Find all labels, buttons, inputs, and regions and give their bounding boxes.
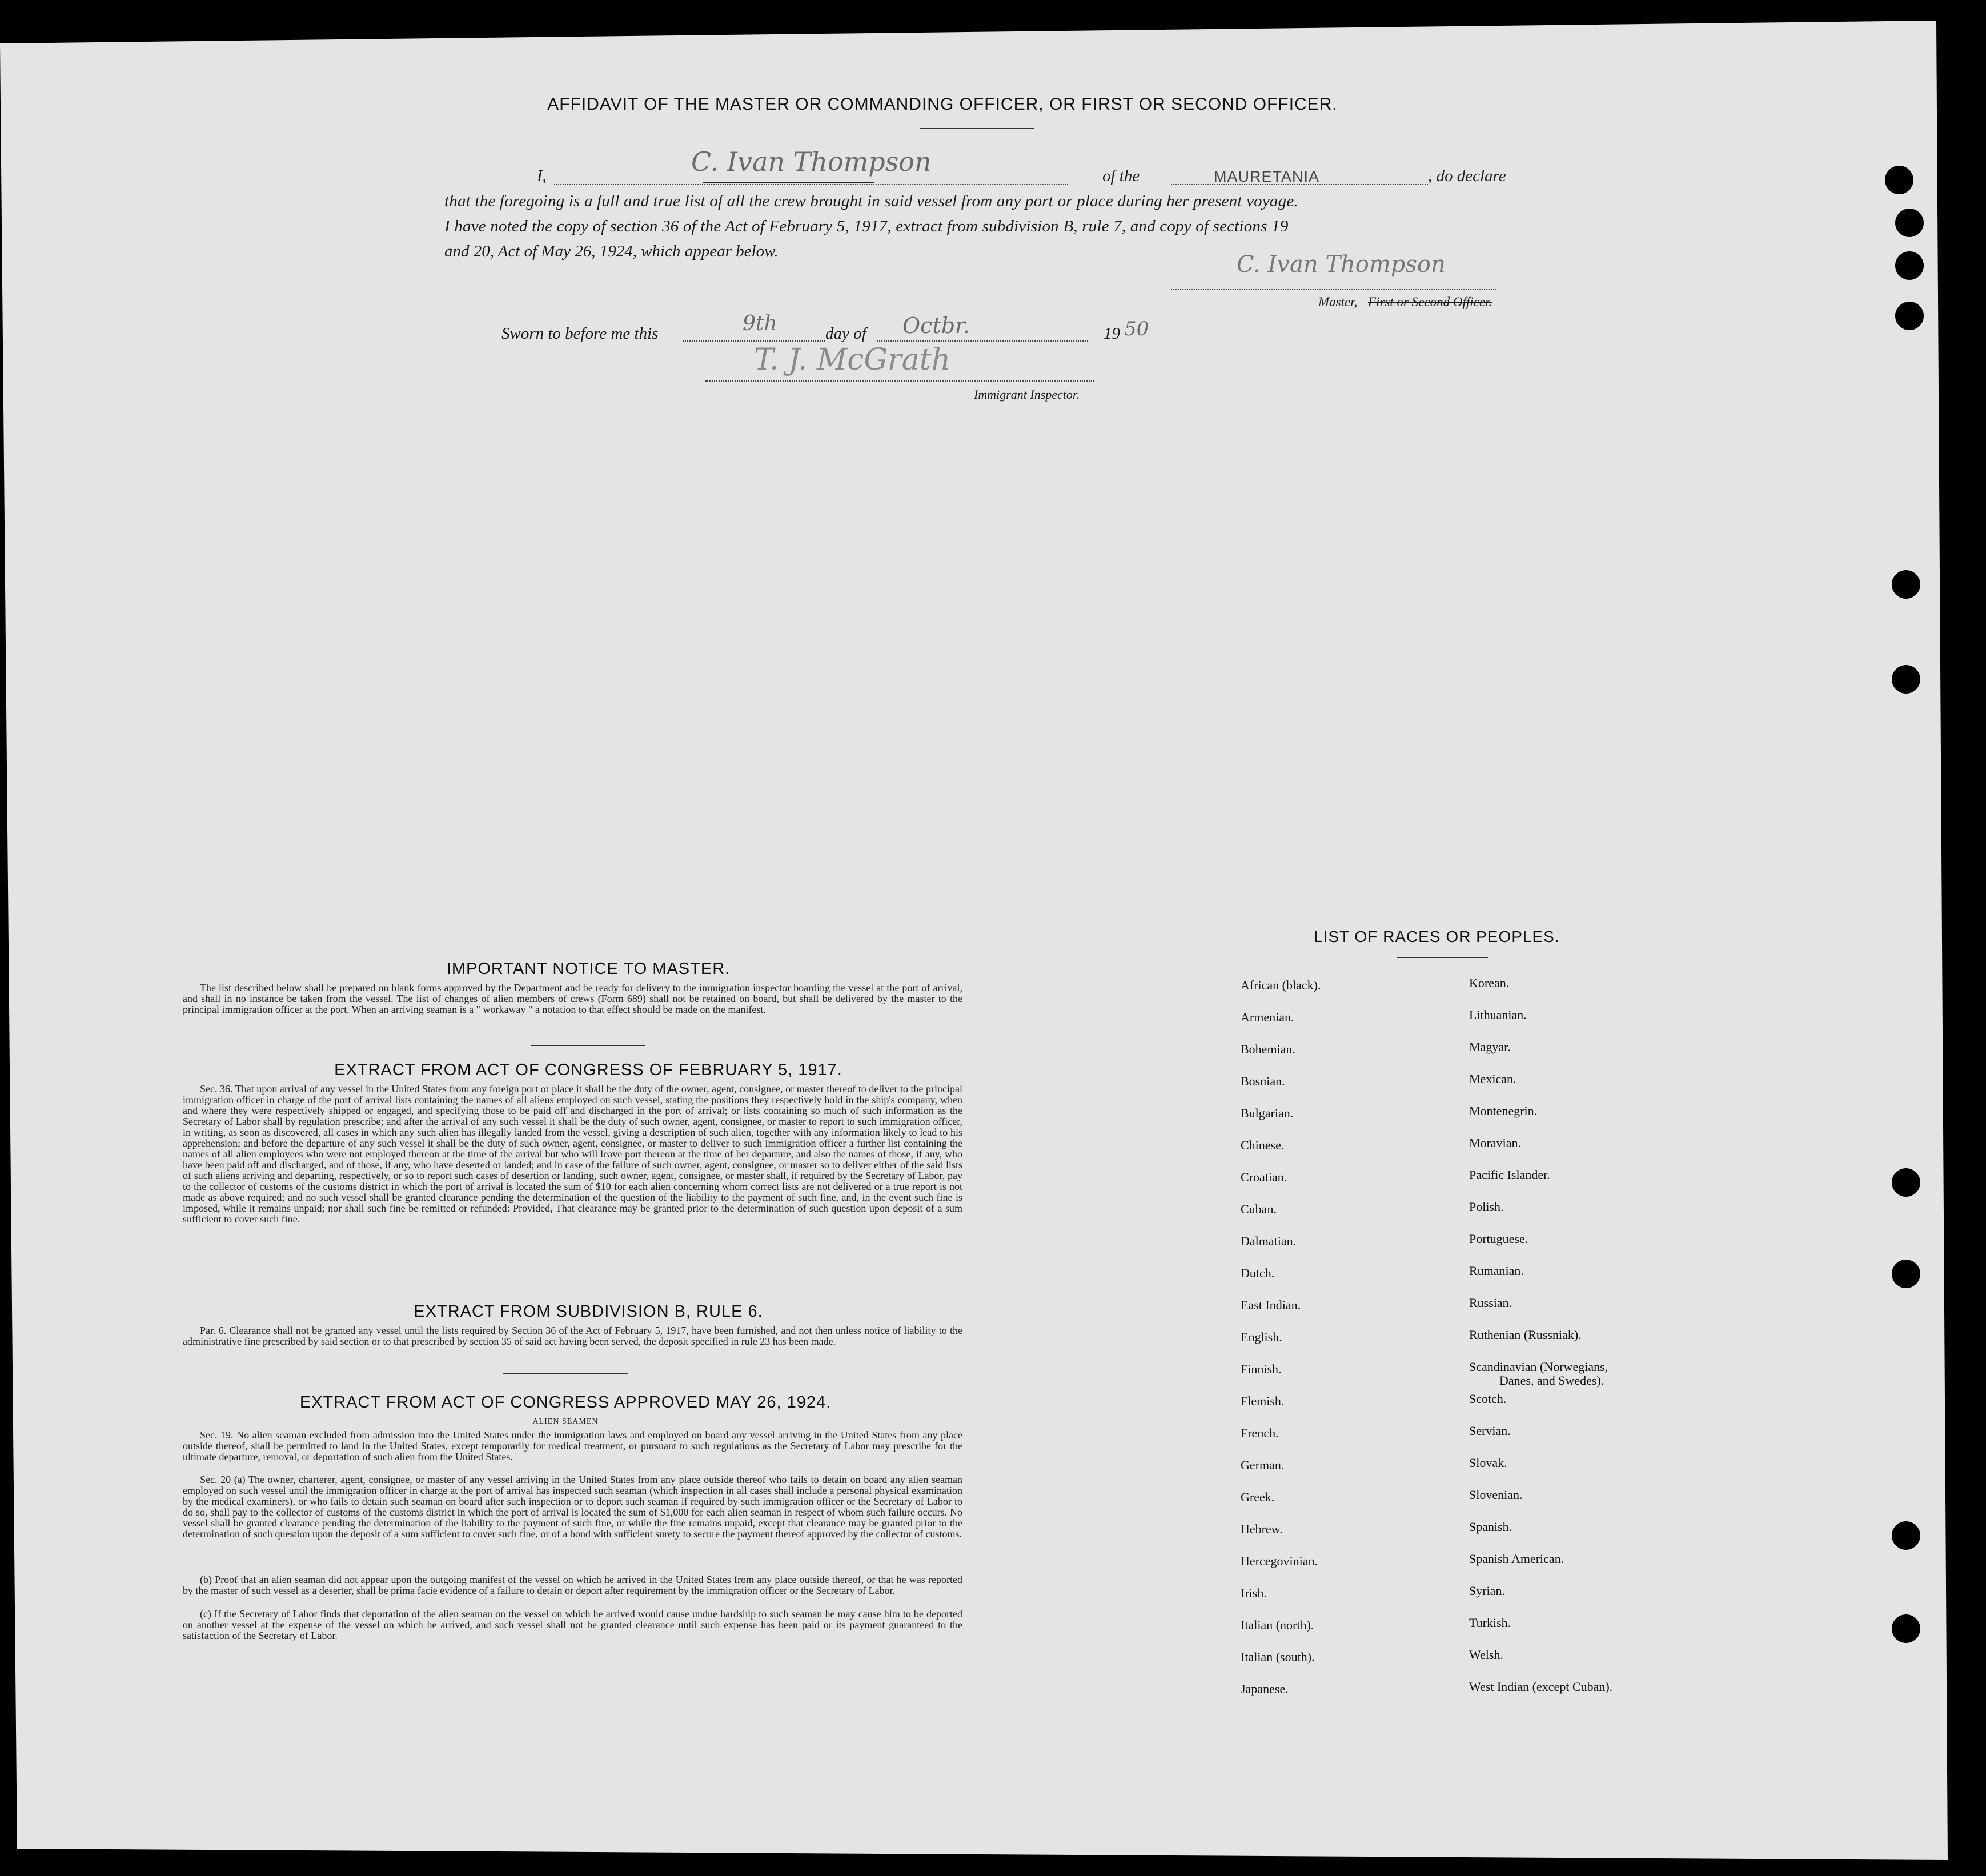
alien-seamen-subtitle: ALIEN SEAMEN — [532, 1417, 599, 1426]
race-item: Servian. — [1469, 1424, 1511, 1438]
punch-hole — [1885, 166, 1913, 194]
race-item: Flemish. — [1241, 1394, 1285, 1408]
name-line — [554, 184, 1068, 185]
affidavit-prefix: I, — [537, 167, 547, 185]
race-item: Dutch. — [1241, 1266, 1275, 1280]
race-item: Italian (south). — [1241, 1650, 1315, 1664]
title-divider — [920, 128, 1034, 129]
master-label: Master, — [1318, 295, 1358, 309]
race-item: Chinese. — [1241, 1138, 1285, 1152]
race-item: Dalmatian. — [1241, 1234, 1297, 1248]
race-item: Slovak. — [1469, 1456, 1507, 1470]
race-item: Cuban. — [1241, 1202, 1277, 1216]
race-item: East Indian. — [1241, 1298, 1301, 1312]
punch-hole — [1892, 570, 1920, 599]
name-underline — [703, 182, 874, 183]
master-signature: C. Ivan Thompson — [1237, 251, 1446, 278]
sworn-day: 9th — [743, 312, 777, 335]
of-the-label: of the — [1102, 167, 1140, 185]
race-item: Slovenian. — [1469, 1488, 1523, 1502]
affidavit-line-3: and 20, Act of May 26, 1924, which appear below. — [444, 242, 779, 260]
extract-1924-title: EXTRACT FROM ACT OF CONGRESS APPROVED MAY 26, 1924. — [299, 1393, 832, 1412]
race-item: Magyar. — [1469, 1040, 1511, 1054]
punch-hole — [1895, 251, 1924, 280]
vessel-name: MAURETANIA — [1214, 168, 1320, 185]
race-item: Armenian. — [1241, 1010, 1294, 1024]
punch-hole — [1892, 665, 1920, 694]
race-item: Scotch. — [1469, 1392, 1507, 1406]
punch-hole — [1895, 302, 1924, 330]
race-item: Hebrew. — [1241, 1522, 1283, 1536]
extract-1924-sec20b: (b) Proof that an alien seaman did not appear upon the outgoing manifest of the vessel on which he arrived in the United States from any place outside thereof, or that he was reported by the master of such vessel as a deserter, shall be prima facie evidence of a failure to detain or deport after requirement by the immigration officer or the Secretary of Labor. — [183, 1574, 962, 1596]
punch-hole — [1892, 1168, 1920, 1197]
punch-hole — [1892, 1260, 1920, 1288]
race-item: Bohemian. — [1241, 1042, 1295, 1056]
section-divider — [503, 1373, 628, 1374]
affidavit-line-2: I have noted the copy of section 36 of the Act of February 5, 1917, extract from subdivision B, rule 7, and copy of sections 19 — [444, 217, 1289, 235]
signature-line — [1171, 289, 1496, 290]
master-name-handwritten: C. Ivan Thompson — [691, 146, 932, 177]
race-item: Lithuanian. — [1469, 1008, 1527, 1022]
inspector-line — [705, 380, 1094, 382]
notice-title: IMPORTANT NOTICE TO MASTER. — [446, 960, 731, 978]
race-item: Bosnian. — [1241, 1074, 1285, 1088]
race-item: Pacific Islander. — [1469, 1168, 1550, 1182]
do-declare-label: , do declare — [1428, 167, 1506, 185]
race-item: Finnish. — [1241, 1362, 1282, 1376]
struck-officer-label: First or Second Officer. — [1368, 295, 1492, 309]
race-item: Syrian. — [1469, 1584, 1505, 1598]
race-item: Welsh. — [1469, 1647, 1503, 1662]
race-item: Polish. — [1469, 1200, 1504, 1214]
extract-1924-sec19: Sec. 19. No alien seaman excluded from admission into the United States under the immigration laws and employed on board any vessel arriving in the United States from any place outside thereof, shall be permitted to land in the United States, except temporarily for medical treatment, or pursuant to such regulations as the Secretary of Labor may prescribe for the ultimate departure, removal, or deportation of such alien from the United States. — [183, 1429, 962, 1462]
punch-hole — [1895, 209, 1924, 237]
race-item: Ruthenian (Russniak). — [1469, 1328, 1582, 1342]
race-item: Scandinavian (Norwegians, — [1469, 1360, 1608, 1374]
race-item: Greek. — [1241, 1490, 1275, 1504]
race-item: Moravian. — [1469, 1136, 1522, 1150]
race-item: Croatian. — [1241, 1170, 1287, 1184]
race-item: Danes, and Swedes). — [1499, 1373, 1604, 1388]
notice-body: The list described below shall be prepared on blank forms approved by the Department and be ready for delivery to the immigration inspector boarding the vessel at the port of arrival, and shall in no instance be taken from the vessel. The list of changes of alien members of crews (Form 689) shall not be retained on board, but shall be delivered by the master to the principal immigration officer at the port. When an arriving seaman is a " workaway " a notation to that effect should be made on the manifest. — [183, 982, 962, 1015]
punch-hole — [1892, 1614, 1920, 1643]
race-item: Irish. — [1241, 1586, 1267, 1600]
race-item: Spanish. — [1469, 1520, 1512, 1534]
race-item: Montenegrin. — [1469, 1104, 1538, 1118]
inspector-label: Immigrant Inspector. — [974, 387, 1080, 402]
subdivision-b-title: EXTRACT FROM SUBDIVISION B, RULE 6. — [414, 1302, 763, 1321]
section-divider — [531, 1045, 645, 1046]
punch-hole — [1892, 1521, 1920, 1550]
extract-1917-body: Sec. 36. That upon arrival of any vessel in the United States from any foreign port or place it shall be the duty of the owner, agent, consignee, or master thereof to deliver to the principal immigration officer in charge of the port of arrival lists containing the names of all aliens employed on such vessel, stating the positions they respectively hold in the ship's company, when and where they were respectively shipped or engaged, and specifying those to be paid off and discharged in the port of arrival; or lists containing so much of such information as the Secretary of Labor shall by regulation prescribe; and after the arrival of any such vessel it shall be the duty of such owner, agent, consignee, or master to report to such immigration officer, in writing, as soon as discovered, all cases in which any such alien has illegally landed from the vessel, giving a description of such alien, together with any information likely to lead to his apprehension; and before the departure of any such vessel it shall be the duty of such owner, agent, consignee, or master to deliver to such immigration officer a further list containing the names of all alien employees who were not employed thereon at the time of the arrival but who will leave port thereon at the time of her departure, and also the names of those, if any, who have been paid off and discharged, and of those, if any, who have deserted or landed; and in case of the failure of such owner, agent, consignee, or master so to deliver either of the said lists of such aliens arriving and departing, respectively, or so to report such cases of desertion or landing, such owner, agent, consignee, or master shall, if required by the Secretary of Labor, pay to the collector of customs of the customs district in which the port of arrival is located the sum of $10 for each alien concerning whom correct lists are not delivered or a true report is not made as above required; and no such vessel shall be granted clearance pending the determination of the question of the liability to the payment of such fine, and, in the event such fine is imposed, while it remains unpaid; nor shall such fine be remitted or refunded: Provided, That clearance may be granted prior to the determination of such question upon deposit of a sum sufficient to cover such fine. — [183, 1083, 962, 1225]
race-item: West Indian (except Cuban). — [1469, 1679, 1613, 1694]
sworn-day-line — [683, 340, 825, 342]
sworn-month: Octbr. — [902, 313, 970, 338]
race-item: Italian (north). — [1241, 1618, 1314, 1632]
race-item: Bulgarian. — [1241, 1106, 1294, 1120]
inspector-signature: T. J. McGrath — [754, 343, 951, 377]
race-item: French. — [1241, 1426, 1279, 1440]
year-suffix: 50 — [1124, 318, 1149, 340]
extract-1924-sec20a: Sec. 20 (a) The owner, charterer, agent, consignee, or master of any vessel arriving in the United States from any place outside thereof who fails to detain on board any alien seaman employed on such vessel until the immigration officer in charge at the port of arrival has inspected such seaman (which inspection in all cases shall include a personal physical examination by the medical examiners), or who fails to detain such seaman on board after such inspection or to deport such seaman if required by such immigration officer or the Secretary of Labor to do so, shall pay to the collector of customs of the customs district in which the port of arrival is located the sum of $1,000 for each alien seaman in respect of whom such failure occurs. No vessel shall be granted clearance pending the determination of the liability to the payment of such fine, or while the fine remains unpaid, except that clearance may be granted prior to the determination of such question upon the deposit of a sum sufficient to cover such fine, or of a bond with sufficient surety to secure the payment thereof approved by the collector of customs. — [183, 1474, 962, 1540]
race-item: German. — [1241, 1458, 1285, 1472]
race-item: Portuguese. — [1469, 1232, 1528, 1246]
race-item: African (black). — [1241, 978, 1321, 992]
race-item: Korean. — [1469, 976, 1510, 990]
extract-1924-sec20c: (c) If the Secretary of Labor finds that deportation of the alien seaman on the vessel on which he arrived would cause undue hardship to such seaman he may cause him to be deported on another vessel at the expense of the vessel on which he arrived, and such vessel shall not be granted clearance until such expense has been paid or its payment guaranteed to the satisfaction of the Secretary of Labor. — [183, 1608, 962, 1641]
races-divider — [1397, 957, 1488, 958]
year-prefix: 19 — [1104, 324, 1120, 343]
affidavit-line-1: that the foregoing is a full and true list of all the crew brought in said vessel from any port or place during her present voyage. — [444, 192, 1298, 210]
race-item: Spanish American. — [1469, 1552, 1564, 1566]
race-item: Hercegovinian. — [1241, 1554, 1318, 1568]
race-item: Turkish. — [1469, 1616, 1511, 1630]
race-item: English. — [1241, 1330, 1282, 1344]
race-item: Rumanian. — [1469, 1264, 1524, 1278]
races-title: LIST OF RACES OR PEOPLES. — [1314, 928, 1560, 945]
sworn-month-line — [877, 340, 1088, 342]
day-of-label: day of — [825, 324, 866, 343]
affidavit-title: AFFIDAVIT OF THE MASTER OR COMMANDING OFFICER, OR FIRST OR SECOND OFFICER. — [547, 95, 1338, 114]
extract-1917-title: EXTRACT FROM ACT OF CONGRESS OF FEBRUARY 5, 1917. — [334, 1061, 842, 1079]
race-item: Russian. — [1469, 1296, 1512, 1310]
race-item: Japanese. — [1241, 1682, 1289, 1696]
sworn-prefix: Sworn to before me this — [501, 324, 659, 343]
race-item: Mexican. — [1469, 1072, 1516, 1086]
subdivision-b-body: Par. 6. Clearance shall not be granted any vessel until the lists required by Section 36 of the Act of February 5, 1917, have been furnished, and not then unless notice of liability to the administrative fine prescribed by said section or to that prescribed by section 35 of said act having been served, the deposit specified in rule 23 has been made. — [183, 1325, 962, 1347]
